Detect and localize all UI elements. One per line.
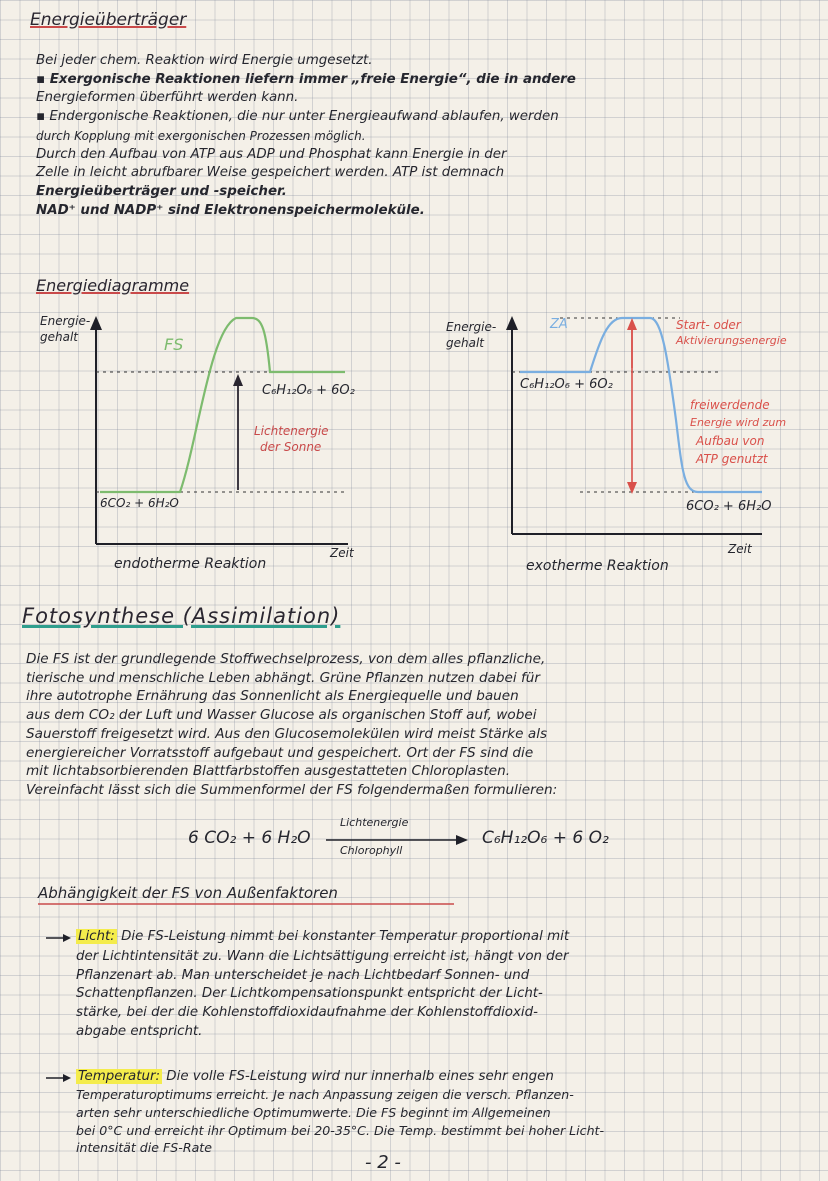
section-fotosynthese-text xyxy=(26,650,557,800)
text-line: intensität die FS-Rate xyxy=(76,1140,212,1156)
released-label-2: Energie wird zum xyxy=(690,416,787,429)
licht-text xyxy=(76,948,569,1042)
equation-left: 6 CO₂ + 6 H₂O xyxy=(188,828,311,848)
temperatur-paragraph xyxy=(76,1068,554,1087)
text-line: Pflanzenart ab. Man unterscheidet je nach Lichtbedarf Sonnen- und xyxy=(76,967,530,983)
equation-below-arrow: Chlorophyll xyxy=(340,844,403,857)
right-xlabel: Zeit xyxy=(728,542,752,556)
text-line: abgabe entspricht. xyxy=(76,1023,203,1039)
temperatur-keyword: Temperatur: xyxy=(78,1069,161,1084)
left-ylabel-2: gehalt xyxy=(40,330,78,344)
left-arrow-label-1: Lichtenergie xyxy=(254,424,329,438)
right-ylabel-1: Energie- xyxy=(446,320,497,334)
text-line: Schattenpflanzen. Der Lichtkompensationspunkt entspricht der Licht- xyxy=(76,986,543,1002)
text-line: arten sehr unterschiedliche Optimumwerte. Die FS beginnt im Allgemeinen xyxy=(76,1104,551,1120)
right-caption: exotherme Reaktion xyxy=(526,558,669,574)
text-line: mit lichtabsorbierenden Blattfarbstoffen ausgestatteten Chloroplasten. xyxy=(26,763,511,780)
activation-arrowhead xyxy=(627,318,637,330)
left-reactants-label: 6CO₂ + 6H₂O xyxy=(100,496,179,510)
equation-right: C₆H₁₂O₆ + 6 O₂ xyxy=(482,828,609,848)
section-title-fotosynthese: Fotosynthese (Assimilation) xyxy=(22,604,341,628)
text-line: Zelle in leicht abrufbarer Weise gespeichert werden. ATP ist demnach xyxy=(36,165,505,181)
text-line: bei 0°C und erreicht ihr Optimum bei 20-35°C. Die Temp. bestimmt bei hoher Licht- xyxy=(76,1122,605,1138)
equation-above-arrow: Lichtenergie xyxy=(340,816,409,829)
text-line: aus dem CO₂ der Luft und Wasser Glucose als organischen Stoff auf, wobei xyxy=(26,707,537,724)
left-product-label: C₆H₁₂O₆ + 6O₂ xyxy=(262,383,355,398)
text-line: Vereinfacht lässt sich die Summenformel der FS folgendermaßen formulieren: xyxy=(26,781,558,798)
section-title-abhaengigkeit: Abhängigkeit der FS von Außenfaktoren xyxy=(38,884,338,902)
right-curve-label: ZA xyxy=(550,317,568,332)
temperatur-bullet-arrowhead xyxy=(63,1074,71,1082)
left-energy-arrowhead xyxy=(233,374,243,386)
right-ylabel-2: gehalt xyxy=(446,336,484,350)
text-line: Durch den Aufbau von ATP aus ADP und Phosphat kann Energie in der xyxy=(36,146,507,162)
released-arrowhead xyxy=(627,482,637,494)
temperatur-text xyxy=(76,1086,604,1157)
activation-label-1: Start- oder xyxy=(676,318,741,332)
section-title-energiediagramme: Energiediagramme xyxy=(36,276,190,295)
licht-bullet-arrowhead xyxy=(63,934,71,942)
left-arrow-label-2: der Sonne xyxy=(260,440,322,454)
text-line: stärke, bei der die Kohlenstoffdioxidaufnahme der Kohlenstoffdioxid- xyxy=(76,1005,538,1021)
released-label-1: freiwerdende xyxy=(690,398,770,412)
released-label-3: Aufbau von xyxy=(696,434,765,448)
section-title-energieuebertraeger: Energieüberträger xyxy=(30,10,187,30)
text-line: ▪ Endergonische Reaktionen, die nur unter Energieaufwand ablaufen, werden xyxy=(36,109,559,125)
page-number: - 2 - xyxy=(365,1152,401,1173)
text-line: Sauerstoff freigesetzt wird. Aus den Glucosemolekülen wird meist Stärke als xyxy=(26,725,548,742)
text-line: Die volle FS-Leistung wird nur innerhalb eines sehr engen xyxy=(166,1069,554,1084)
text-line: Die FS-Leistung nimmt bei konstanter Temperatur proportional mit xyxy=(121,929,570,944)
activation-label-2: Aktivierungsenergie xyxy=(676,334,787,347)
text-line: Bei jeder chem. Reaktion wird Energie umgesetzt. xyxy=(36,53,373,68)
left-xlabel: Zeit xyxy=(330,546,354,560)
text-line: Die FS ist der grundlegende Stoffwechselprozess, von dem alles pflanzliche, xyxy=(26,651,546,667)
text-line: tierische und menschliche Leben abhängt. Grüne Pflanzen nutzen dabei für xyxy=(26,669,541,686)
right-reactant-label: C₆H₁₂O₆ + 6O₂ xyxy=(520,377,613,392)
released-label-4: ATP genutzt xyxy=(696,452,768,466)
text-line: durch Kopplung mit exergonischen Prozessen möglich. xyxy=(36,128,366,143)
text-line: NAD⁺ und NADP⁺ sind Elektronenspeichermoleküle. xyxy=(36,202,425,218)
left-ylabel-1: Energie- xyxy=(40,314,91,328)
text-line: Energieüberträger und -speicher. xyxy=(36,183,287,199)
text-line: Temperaturoptimums erreicht. Je nach Anpassung zeigen die versch. Pflanzen- xyxy=(76,1087,574,1102)
text-line: ▪ Exergonische Reaktionen liefern immer „freie Energie“, die in andere xyxy=(36,71,576,87)
text-line: ihre autotrophe Ernährung das Sonnenlicht als Energiequelle und bauen xyxy=(26,688,519,705)
licht-paragraph xyxy=(76,928,569,947)
left-green-curve xyxy=(100,318,345,492)
right-product-label: 6CO₂ + 6H₂O xyxy=(686,499,772,514)
left-curve-label: FS xyxy=(164,335,184,354)
text-line: der Lichtintensität zu. Wann die Lichtsättigung erreicht ist, hängt von der xyxy=(76,949,569,964)
equation-arrowhead xyxy=(456,835,468,845)
text-line: energiereicher Vorratsstoff aufgebaut und gespeichert. Ort der FS sind die xyxy=(26,744,534,761)
licht-keyword: Licht: xyxy=(78,929,115,944)
text-line: Energieformen überführt werden kann. xyxy=(36,90,299,106)
left-caption: endotherme Reaktion xyxy=(114,556,267,572)
